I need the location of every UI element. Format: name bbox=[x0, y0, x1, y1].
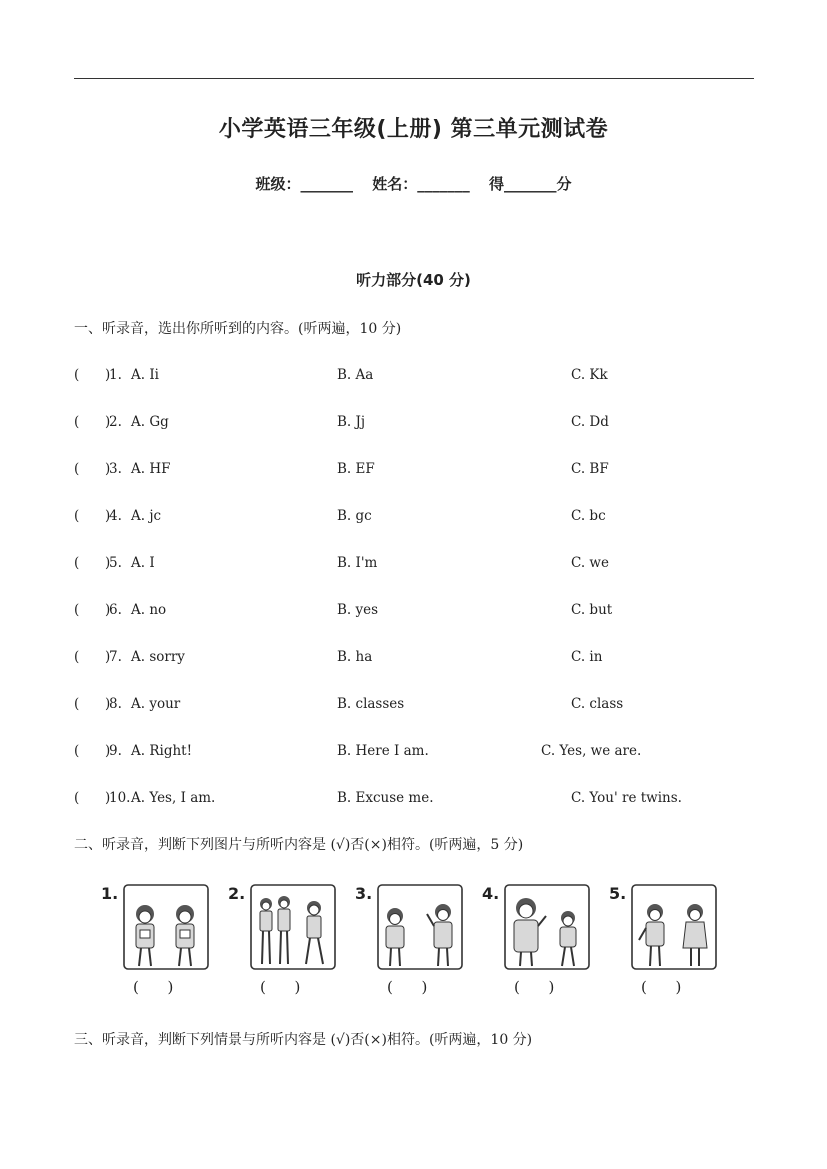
question-row bbox=[74, 508, 774, 528]
header-rule bbox=[74, 78, 754, 79]
option-a: A. Right! bbox=[131, 743, 193, 759]
option-b: B. ha bbox=[337, 649, 373, 665]
question-number: 5. bbox=[109, 555, 122, 571]
question-number: 9. bbox=[109, 743, 122, 759]
question-row bbox=[74, 414, 774, 434]
answer-blank[interactable]: ( ) bbox=[74, 649, 111, 665]
option-c: C. but bbox=[571, 602, 613, 618]
picture-number: 3. bbox=[355, 884, 373, 903]
option-b: B. Jj bbox=[337, 414, 366, 430]
page-title: 小学英语三年级(上册) 第三单元测试卷 bbox=[218, 117, 609, 142]
picture-number: 5. bbox=[609, 884, 627, 903]
option-b: B. yes bbox=[337, 602, 379, 618]
boy-and-girl-talking-illustration bbox=[631, 884, 717, 970]
question-number: 4. bbox=[109, 508, 122, 524]
picture-item bbox=[476, 880, 606, 1000]
answer-paren[interactable]: ( ) bbox=[514, 978, 555, 996]
answer-blank[interactable]: ( ) bbox=[74, 555, 111, 571]
question-number: 2. bbox=[109, 414, 122, 430]
option-a: A. Yes, I am. bbox=[131, 790, 216, 806]
picture-number: 1. bbox=[101, 884, 119, 903]
part2-heading: 二、听录音，判断下列图片与所听内容是 (√)否(×)相符。(听两遍，5 分) bbox=[74, 837, 524, 853]
question-number: 10. bbox=[109, 790, 131, 806]
student-info bbox=[0, 173, 827, 194]
option-a: A. no bbox=[131, 602, 167, 618]
picture-item bbox=[603, 880, 733, 1000]
picture-number: 4. bbox=[482, 884, 500, 903]
question-row bbox=[74, 696, 774, 716]
option-c: C. we bbox=[571, 555, 609, 571]
option-a: A. Gg bbox=[131, 414, 169, 430]
question-number: 1. bbox=[109, 367, 122, 383]
score-field[interactable]: 得_______分 bbox=[488, 175, 572, 193]
option-b: B. classes bbox=[337, 696, 405, 712]
part1-heading: 一、听录音，选出你所听到的内容。(听两遍，10 分) bbox=[74, 321, 402, 337]
option-a: A. jc bbox=[131, 508, 162, 524]
answer-blank[interactable]: ( ) bbox=[74, 508, 111, 524]
option-b: B. Here I am. bbox=[337, 743, 429, 759]
option-a: A. HF bbox=[131, 461, 171, 477]
picture-item bbox=[222, 880, 352, 1000]
question-row bbox=[74, 602, 774, 622]
option-b: B. Aa bbox=[337, 367, 374, 383]
option-b: B. Excuse me. bbox=[337, 790, 434, 806]
answer-paren[interactable]: ( ) bbox=[387, 978, 428, 996]
picture-number: 2. bbox=[228, 884, 246, 903]
question-row bbox=[74, 790, 774, 810]
option-c: C. BF bbox=[571, 461, 609, 477]
class-field[interactable]: 班级：_______ bbox=[255, 175, 353, 193]
option-c: C. Dd bbox=[571, 414, 609, 430]
question-number: 8. bbox=[109, 696, 122, 712]
option-a: A. sorry bbox=[131, 649, 185, 665]
question-number: 6. bbox=[109, 602, 122, 618]
option-b: B. gc bbox=[337, 508, 372, 524]
option-c: C. in bbox=[571, 649, 603, 665]
option-a: A. your bbox=[131, 696, 181, 712]
question-row bbox=[74, 743, 774, 763]
part2-pictures bbox=[95, 880, 735, 1000]
option-a: A. Ii bbox=[131, 367, 159, 383]
question-number: 3. bbox=[109, 461, 122, 477]
option-c: C. Yes, we are. bbox=[541, 743, 642, 759]
option-c: C. class bbox=[571, 696, 624, 712]
option-c: C. bc bbox=[571, 508, 606, 524]
option-b: B. I'm bbox=[337, 555, 378, 571]
question-row bbox=[74, 367, 774, 387]
question-row bbox=[74, 461, 774, 481]
name-field[interactable]: 姓名：_______ bbox=[372, 175, 470, 193]
woman-greeting-boy-illustration bbox=[504, 884, 590, 970]
part3-heading: 三、听录音，判断下列情景与所听内容是 (√)否(×)相符。(听两遍，10 分) bbox=[74, 1032, 533, 1048]
question-row bbox=[74, 649, 774, 669]
answer-blank[interactable]: ( ) bbox=[74, 602, 111, 618]
question-number: 7. bbox=[109, 649, 122, 665]
answer-blank[interactable]: ( ) bbox=[74, 743, 111, 759]
option-b: B. EF bbox=[337, 461, 375, 477]
answer-paren[interactable]: ( ) bbox=[260, 978, 301, 996]
answer-paren[interactable]: ( ) bbox=[133, 978, 174, 996]
answer-blank[interactable]: ( ) bbox=[74, 696, 111, 712]
answer-blank[interactable]: ( ) bbox=[74, 414, 111, 430]
picture-item bbox=[95, 880, 225, 1000]
two-children-holding-books-illustration bbox=[123, 884, 209, 970]
boy-waving-to-boy-illustration bbox=[377, 884, 463, 970]
option-c: C. Kk bbox=[571, 367, 608, 383]
picture-item bbox=[349, 880, 479, 1000]
answer-paren[interactable]: ( ) bbox=[641, 978, 682, 996]
option-a: A. I bbox=[131, 555, 155, 571]
listening-section-title: 听力部分(40 分) bbox=[356, 271, 471, 289]
answer-blank[interactable]: ( ) bbox=[74, 790, 111, 806]
option-c: C. You' re twins. bbox=[571, 790, 682, 806]
answer-blank[interactable]: ( ) bbox=[74, 367, 111, 383]
question-row bbox=[74, 555, 774, 575]
three-children-standing-illustration bbox=[250, 884, 336, 970]
answer-blank[interactable]: ( ) bbox=[74, 461, 111, 477]
